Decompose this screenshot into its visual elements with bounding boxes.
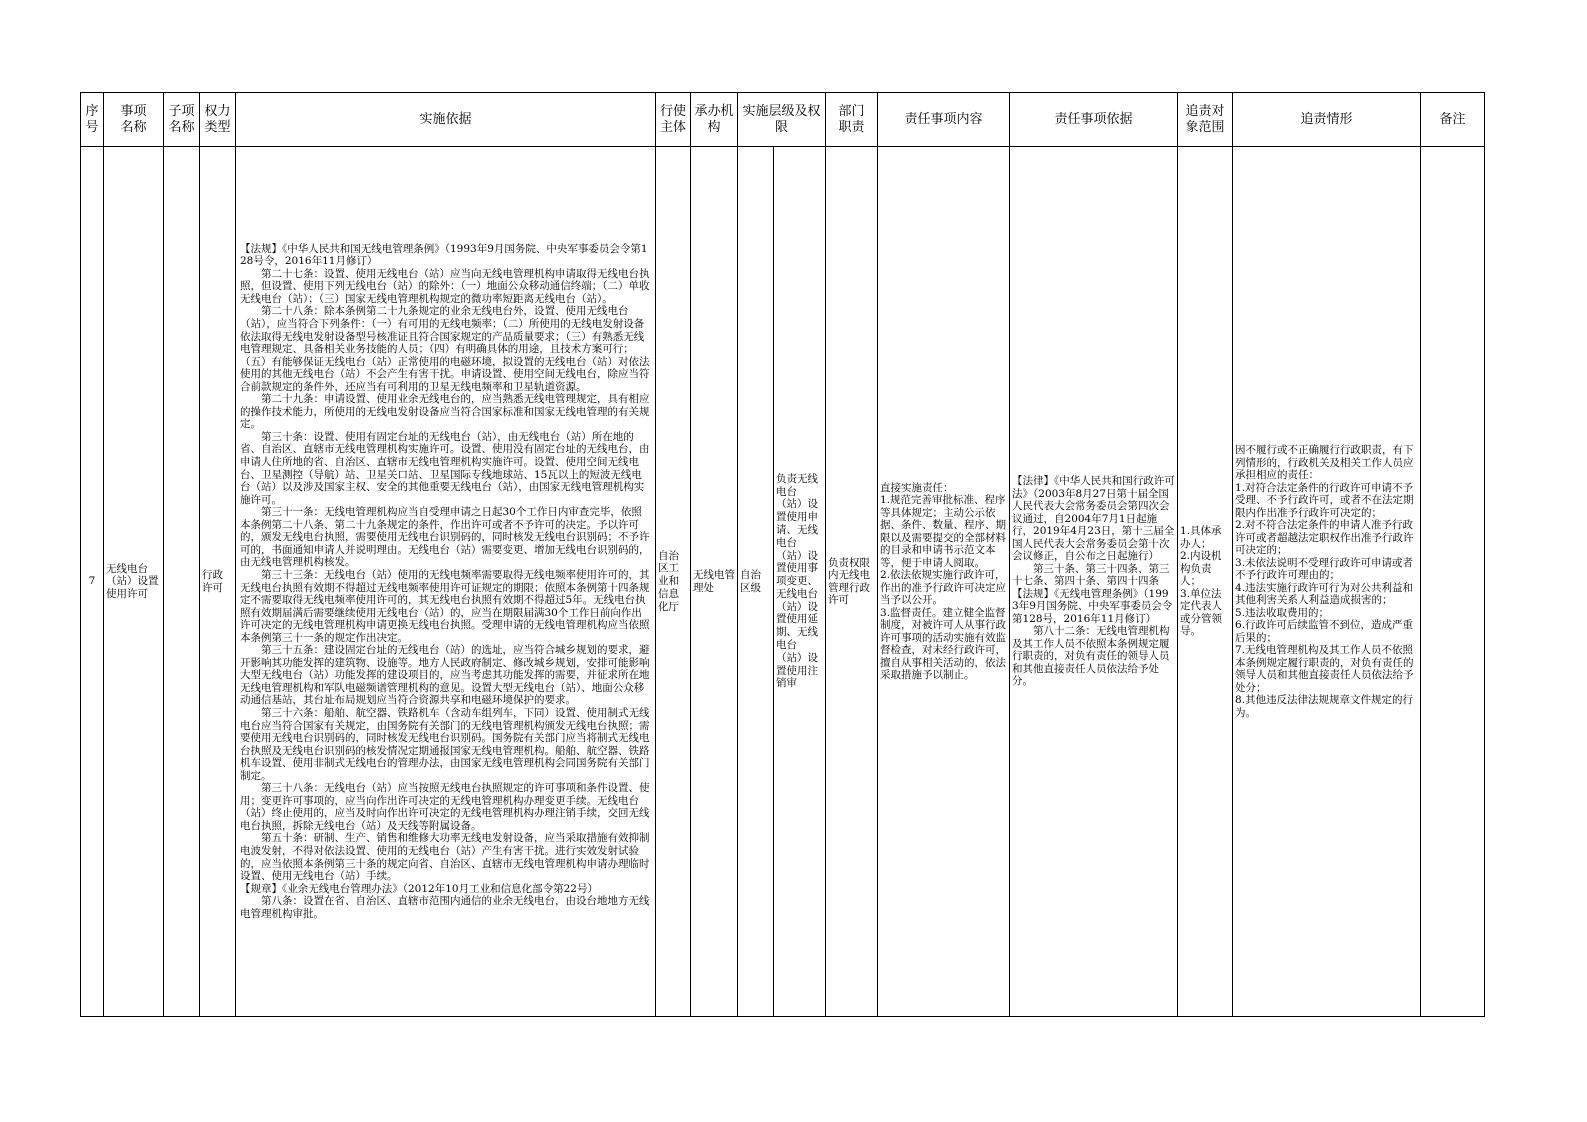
authority-list-table: [80, 92, 1485, 1017]
header-seq: 序 号: [81, 93, 104, 147]
cell-scope: 1.具体承办人； 2.内设机构负责人； 3.单位法定代表人或分管领导。: [1178, 147, 1233, 1017]
cell-authority: 负责无线电台（站）设置使用申请、无线电台（站）设置使用事项变更、无线电台（站）设置使用延期、无线电台（站）设置使用注销审: [774, 147, 826, 1017]
header-sub-item: 子项 名称: [164, 93, 200, 147]
header-resp-content: 责任事项内容: [878, 93, 1010, 147]
header-level: 实施层级及权 限: [738, 93, 826, 147]
header-resp-basis: 责任事项依据: [1010, 93, 1178, 147]
header-duty: 部门 职责: [826, 93, 878, 147]
cell-office: 无线电管理处: [691, 147, 738, 1017]
header-circumstance: 追责情形: [1233, 93, 1421, 147]
cell-power-type: 行政许可: [200, 147, 236, 1017]
cell-remark: [1421, 147, 1485, 1017]
cell-basis: 【法规】《中华人民共和国无线电管理条例》（1993年9月国务院、中央军事委员会令第128号令，2016年11月修订） 第二十七条：设置、使用无线电台（站）应当向无线电管理机构申请取得无线电台执照，但设置、使用下列无线电台（站）的除外：（一）地面公众移动通信终端；（二）单收无线电台（站）；（三）国家无线电管理机构规定的微功率短距离无线电台（站）。 第二十八条：除本条例第二十九条规定的业余无线电台外，设置、使用无线电台（站），应当符合下列条件：（一）有可用的无线电频率；（二）所使用的无线电发射设备依法取得无线电发射设备型号核准证且符合国家规定的产品质量要求；（三）有熟悉无线电管理规定、具备相关业务技能的人员；（四）有明确具体的用途，且技术方案可行；（五）有能够保证无线电台（站）正常使用的电磁环境，拟设置的无线电台（站）对依法使用的其他无线电台（站）不会产生有害干扰。申请设置、使用空间无线电台，除应当符合前款规定的条件外，还应当有可利用的卫星无线电频率和卫星轨道资源。 第二十九条：申请设置、使用业余无线电台的，应当熟悉无线电管理规定，具有相应的操作技术能力，所使用的无线电发射设备应当符合国家标准和国家无线电管理的有关规定。 第三十条：设置、使用有固定台址的无线电台（站），由无线电台（站）所在地的省、自治区、直辖市无线电管理机构实施许可。设置、使用没有固定台址的无线电台，由申请人住所地的省、自治区、直辖市无线电管理机构实施许可。设置、使用空间无线电台、卫星测控（导航）站、卫星关口站、卫星国际专线地球站、15瓦以上的短波无线电台（站）以及涉及国家主权、安全的其他重要无线电台（站），由国家无线电管理机构实施许可。 第三十一条：无线电管理机构应当自受理申请之日起30个工作日内审查完毕，依照本条例第二十八条、第二十九条规定的条件，作出许可或者不予许可的决定。予以许可的，颁发无线电台执照，需要使用无线电台识别码的，同时核发无线电台识别码；不予许可的，书面通知申请人并说明理由。无线电台（站）需要变更、增加无线电台识别码的，由无线电管理机构核发。 第三十三条：无线电台（站）使用的无线电频率需要取得无线电频率使用许可的，其无线电台执照有效期不得超过无线电频率使用许可证规定的期限；依照本条例第十四条规定不需要取得无线电频率使用许可的，其无线电台执照有效期不得超过5年。无线电台执照有效期届满后需要继续使用无线电台（站）的，应当在期限届满30个工作日前向作出许可决定的无线电管理机构申请更换无线电台执照。受理申请的无线电管理机构应当依照本条例第三十一条的规定作出决定。 第三十五条：建设固定台址的无线电台（站）的选址，应当符合城乡规划的要求，避开影响其功能发挥的建筑物、设施等。地方人民政府制定、修改城乡规划，安排可能影响大型无线电台（站）功能发挥的建设项目的，应当考虑其功能发挥的需要，并征求所在地无线电管理机构和军队电磁频谱管理机构的意见。设置大型无线电台（站）、地面公众移动通信基站，其台址布局规划应当符合资源共享和电磁环境保护的要求。 第三十六条：船舶、航空器、铁路机车（含动车组列车，下同）设置、使用制式无线电台应当符合国家有关规定，由国务院有关部门的无线电管理机构颁发无线电台执照；需要使用无线电台识别码的，同时核发无线电台识别码。国务院有关部门应当将制式无线电台执照及无线电台识别码的核发情况定期通报国家无线电管理机构。船舶、航空器、铁路机车设置、使用非制式无线电台的管理办法，由国家无线电管理机构会同国务院有关部门制定。 第三十八条：无线电台（站）应当按照无线电台执照规定的许可事项和条件设置、使用；变更许可事项的，应当向作出许可决定的无线电管理机构办理变更手续。无线电台（站）终止使用的，应当及时向作出许可决定的无线电管理机构办理注销手续，交回无线电台执照，拆除无线电台（站）及天线等附属设备。 第五十条：研制、生产、销售和维修大功率无线电发射设备，应当采取措施有效抑制电波发射，不得对依法设置、使用的无线电台（站）产生有害干扰。进行实效发射试验的，应当依照本条例第三十条的规定向省、自治区、直辖市无线电管理机构申请办理临时设置、使用无线电台（站）手续。 【规章】《业余无线电台管理办法》（2012年10月工业和信息化部令第22号） 第八条：设置在省、自治区、直辖市范围内通信的业余无线电台，由设台地地方无线电管理机构审批。: [236, 147, 656, 1017]
cell-duty: 负责权限内无线电管理行政许可: [826, 147, 878, 1017]
header-power-type: 权力 类型: [200, 93, 236, 147]
header-office: 承办机 构: [691, 93, 738, 147]
cell-sub-item: [164, 147, 200, 1017]
table-row: [81, 147, 1485, 1017]
cell-subject: 自治区工业和信息化厅: [656, 147, 691, 1017]
cell-level: 自治区级: [738, 147, 774, 1017]
header-basis: 实施依据: [236, 93, 656, 147]
cell-circumstance: 因不履行或不正确履行行政职责，有下列情形的，行政机关及相关工作人员应承担相应的责任： 1.对符合法定条件的行政许可申请不予受理、不予行政许可，或者不在法定期限内作出准予行政许可决定的； 2.对不符合法定条件的申请人准予行政许可或者超越法定职权作出准予行政许可决定的； 3.未依法说明不受理行政许可申请或者不予行政许可理由的； 4.违法实施行政许可行为对公共利益和其他利害关系人利益造成损害的； 5.违法收取费用的； 6.行政许可后续监管不到位，造成严重后果的； 7.无线电管理机构及其工作人员不依照本条例规定履行职责的，对负有责任的领导人员和其他直接责任人员依法给予处分； 8.其他违反法律法规规章文件规定的行为。: [1233, 147, 1421, 1017]
cell-resp-basis: 【法律】《中华人民共和国行政许可法》（2003年8月27日第十届全国人民代表大会常务委员会第四次会议通过，自2004年7月1日起施行，2019年4月23日，第十三届全国人民代表大会常务委员会第十次会议修正，自公布之日起施行） 第三十条、第三十四条、第三十七条、第四十条、第四十四条 【法规】《无线电管理条例》（1993年9月国务院、中央军事委员会令第128号，2016年11月修订） 第八十二条：无线电管理机构及其工作人员不依照本条例规定履行职责的，对负有责任的领导人员和其他直接责任人员依法给予处分。: [1010, 147, 1178, 1017]
cell-item-name: 无线电台（站）设置使用许可: [104, 147, 164, 1017]
header-item-name: 事项 名称: [104, 93, 164, 147]
header-scope: 追责对 象范围: [1178, 93, 1233, 147]
cell-seq: 7: [81, 147, 104, 1017]
header-subject: 行使 主体: [656, 93, 691, 147]
header-remark: 备注: [1421, 93, 1485, 147]
header-row: [81, 93, 1485, 147]
cell-resp-content: 直接实施责任： 1.规范完善审批标准、程序等具体规定；主动公示依据、条件、数量、程序、期限以及需要提交的全部材料的目录和申请书示范文本等，便于申请人阅取。 2.依法依规实施行政许可，作出的准予行政许可决定应当予以公开。 3.监督责任。建立健全监督制度，对被许可人从事行政许可事项的活动实施有效监督检查，对未经行政许可，擅自从事相关活动的，依法采取措施予以制止。: [878, 147, 1010, 1017]
